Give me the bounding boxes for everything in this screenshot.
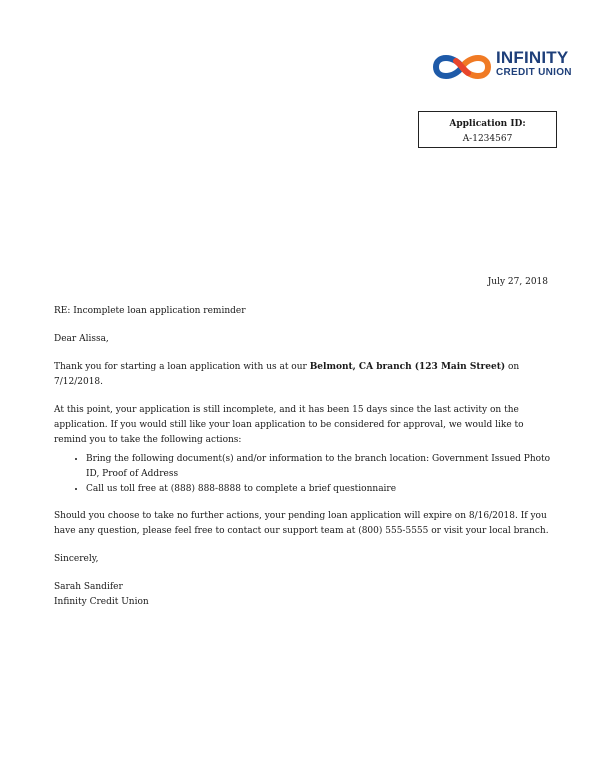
action-list <box>54 452 554 497</box>
greeting: Dear Alissa, <box>54 334 109 344</box>
action-item: • Call us toll free at (888) 888-8888 to complete a brief questionnaire <box>86 482 554 497</box>
paragraph-3: Should you choose to take no further actions, your pending loan application will expire on 8/16/2018. If you have any question, please feel free to contact our support team at (800) 555-5555 or visit your local branch. <box>54 511 549 536</box>
infinity-logo-icon <box>430 52 494 82</box>
application-id-value: A-1234567 <box>462 134 513 144</box>
application-id-label: Application ID: <box>449 119 526 129</box>
paragraph-1-end: on 7/12/2018. <box>54 362 520 387</box>
paragraph-2: At this point, your application is still incomplete, and it has been 15 days since the last activity on the application. If you would still like your loan application to be considered for approval, we would like to remind you to take the following actions: <box>54 405 524 445</box>
re-line: RE: Incomplete loan application reminder <box>54 306 246 316</box>
company-logo <box>430 46 572 88</box>
signature-name: Sarah Sandifer <box>54 582 123 592</box>
action-item: • Bring the following document(s) and/or information to the branch location: Government Issued Photo ID, Proof of Address <box>86 452 554 482</box>
logo-subtitle: CREDIT UNION <box>496 67 572 78</box>
application-id-box <box>418 111 557 148</box>
letter-date: July 27, 2018 <box>487 277 548 287</box>
signature-org: Infinity Credit Union <box>54 597 149 607</box>
signature-block <box>54 580 554 610</box>
letter-body <box>54 304 554 623</box>
closing: Sincerely, <box>54 554 99 564</box>
logo-name: INFINITY <box>496 48 569 67</box>
paragraph-1-start: Thank you for starting a loan application with us at our <box>54 362 310 372</box>
paragraph-1 <box>54 360 554 390</box>
branch-location: Belmont, CA branch (123 Main Street) <box>309 362 506 372</box>
